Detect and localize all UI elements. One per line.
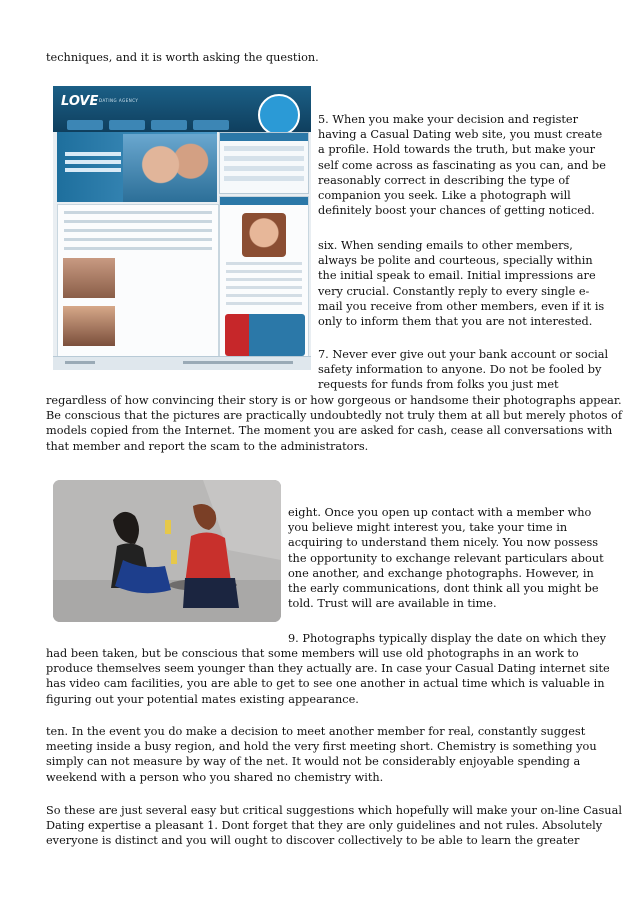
final-paragraph: So these are just several easy but critical suggestions which hopefully will make your on-line Casual Dating expertise a pleasant 1. Dont forget that they are only guidelines and not rules. Absolutely everyone is distinct and you will ought to discover collectively to be able to learn the greater: [46, 804, 622, 848]
story-photo: [63, 306, 115, 346]
couple-at-bar-illustration: [53, 480, 281, 622]
paragraph-5: 5. When you make your decision and register having a Casual Dating web site, you must create a profile. Hold towards the truth, but make your self come across as fascinating as you can, and be reasonably correct in describing the type of companion you seek. Like a photograph will definitely boost your chances of getting noticed.: [318, 113, 606, 218]
paragraph-7-rest: regardless of how convincing their story is or how gorgeous or handsome their photographs appear. Be conscious that the pictures are practically undoubtedly not truly them at all but merely photos of models copied from the Internet. The moment you are asked for cash, cease all conversations with that member and report the scam to the administrators.: [46, 394, 623, 453]
paragraph-8: eight. Once you open up contact with a member who you believe might interest you, take your time in acquiring to understand them nicely. You now possess the opportunity to exchange relevant particulars about one another, and exchange photographs. However, in the early communications, dont think all you might be told. Trust will are available in time.: [288, 506, 604, 611]
donate-badge: [258, 94, 300, 136]
quick-search-panel: [219, 132, 309, 194]
site-logo-sub: DATING AGENCY: [99, 98, 139, 103]
paragraph-6: six. When sending emails to other members, always be polite and courteous, specially within the initial speak to email. Initial impressions are very crucial. Constantly reply to every single e- mail you receive from other members, even if it is only to inform them that you are not interested.: [318, 239, 605, 329]
site-nav: [67, 120, 229, 130]
paragraph-7-start: 7. Never ever give out your bank account or social safety information to anyone. Do not be fooled by requests for funds from folks you just met: [318, 348, 609, 392]
intro-line: techniques, and it is worth asking the question.: [46, 51, 319, 64]
paragraph-9-start: 9. Photographs typically display the date on which they: [288, 632, 607, 645]
dating-website-screenshot: [53, 86, 311, 370]
site-footer: [53, 356, 311, 370]
site-logo: LOVE: [61, 94, 99, 109]
couple-photo: [123, 134, 217, 202]
paragraph-10: ten. In the event you do make a decision to meet another member for real, constantly suggest meeting inside a busy region, and hold the very first meeting short. Chemistry is something you simply can not measure by way of the net. It would not be considerably enjoyable spending a weekend with a person who you shared no chemistry with.: [46, 725, 597, 784]
profile-photo: [242, 213, 286, 257]
story-photo: [63, 258, 115, 298]
dice-banner: [225, 314, 305, 356]
paragraph-9-rest: had been taken, but be conscious that some members will use old photographs in an work to produce themselves seem younger than they actually are. In case your Casual Dating internet site has video cam facilities, you are able to get to see one another in actual time which is valuable in figuring out your potential mates existing appearance.: [46, 647, 610, 706]
